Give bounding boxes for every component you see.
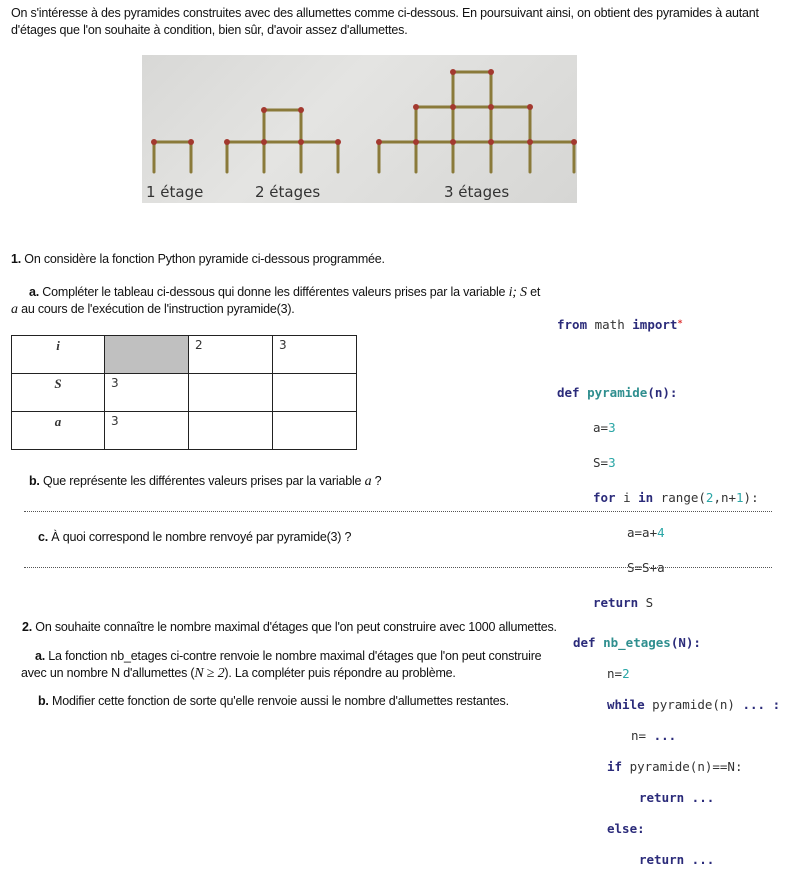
intro-line-1: On s'intéresse à des pyramides construites avec des allumettes comme ci-dessous. En poursuivant ainsi, on obtient des pyramides à autant bbox=[11, 6, 759, 20]
question-1c-text: À quoi correspond le nombre renvoyé par pyramide(3) ? bbox=[48, 530, 352, 544]
code-line: return S bbox=[593, 595, 654, 610]
code-line: def nb_etages(N): bbox=[573, 634, 701, 650]
question-1a bbox=[11, 284, 551, 318]
row-header-s: S bbox=[12, 374, 105, 412]
table-row-a bbox=[12, 412, 357, 450]
table-cell: 3 bbox=[273, 336, 357, 374]
code-line: return ... bbox=[639, 789, 715, 805]
code-line: def pyramide(n): bbox=[557, 385, 678, 400]
blank-condition[interactable]: ... bbox=[734, 696, 766, 712]
question-1b-label: b. bbox=[29, 474, 40, 488]
label-2-etages: 2 étages bbox=[255, 183, 321, 201]
variable-a: a bbox=[364, 474, 372, 489]
code-line: n= ... bbox=[631, 727, 677, 743]
values-table bbox=[11, 335, 357, 450]
question-2 bbox=[22, 619, 557, 636]
answer-line-1b[interactable] bbox=[24, 511, 772, 512]
question-1c-label: c. bbox=[38, 530, 49, 544]
table-cell-blank[interactable] bbox=[189, 412, 273, 450]
code-line: return ... bbox=[639, 851, 715, 867]
answer-line-1c[interactable] bbox=[24, 567, 772, 568]
question-2-number: 2. bbox=[22, 620, 33, 634]
blank-increment[interactable]: ... bbox=[646, 727, 677, 743]
label-3-etages: 3 étages bbox=[444, 183, 510, 201]
intro-line-2: d'étages que l'on souhaite à condition, bien sûr, d'avoir assez d'allumettes. bbox=[11, 23, 408, 37]
table-cell-greyed bbox=[105, 336, 189, 374]
intro-text bbox=[11, 5, 759, 39]
variables-i-s: i; S bbox=[508, 285, 527, 300]
table-cell: 3 bbox=[105, 374, 189, 412]
table-row-s bbox=[12, 374, 357, 412]
table-cell-blank[interactable] bbox=[273, 374, 357, 412]
condition-n-ge-2: N ≥ 2 bbox=[194, 666, 225, 681]
question-1-number: 1. bbox=[11, 252, 22, 266]
question-1-text: On considère la fonction Python pyramide ci-dessous programmée. bbox=[21, 252, 385, 266]
question-2a-line-2: avec un nombre N d'allumettes ( bbox=[21, 666, 195, 680]
question-2a-line-1: La fonction nb_etages ci-contre renvoie le nombre maximal d'étages que l'on peut construire bbox=[45, 649, 542, 663]
question-2a-line-2-end: ). La compléter puis répondre au problème. bbox=[224, 666, 456, 680]
question-1a-line-2: au cours de l'exécution de l'instruction pyramide(3). bbox=[17, 302, 295, 316]
row-header-a: a bbox=[12, 412, 105, 450]
question-mark: ? bbox=[371, 474, 382, 488]
table-cell: 2 bbox=[189, 336, 273, 374]
question-1b-text: Que représente les différentes valeurs prises par la variable bbox=[39, 474, 365, 488]
question-1a-line-1: Compléter le tableau ci-dessous qui donne les différentes valeurs prises par la variable bbox=[39, 285, 509, 299]
label-1-etage: 1 étage bbox=[146, 183, 204, 201]
question-2b-label: b. bbox=[38, 694, 49, 708]
question-2b-text: Modifier cette fonction de sorte qu'elle renvoie aussi le nombre d'allumettes restantes. bbox=[48, 694, 509, 708]
table-cell-blank[interactable] bbox=[189, 374, 273, 412]
code-line: a=a+4 bbox=[627, 525, 665, 540]
code-nb-etages bbox=[573, 619, 780, 883]
code-line: from math import* bbox=[557, 316, 683, 332]
code-line: else: bbox=[607, 820, 645, 836]
question-1a-label: a. bbox=[29, 285, 40, 299]
question-1c bbox=[38, 529, 351, 546]
code-line: if pyramide(n)==N: bbox=[607, 758, 743, 774]
code-pyramide bbox=[557, 298, 759, 629]
code-line: while pyramide(n) ... : bbox=[607, 696, 781, 712]
question-2b bbox=[38, 693, 509, 710]
code-line: S=3 bbox=[593, 455, 616, 470]
question-2a-label: a. bbox=[35, 649, 46, 663]
question-1 bbox=[11, 251, 385, 268]
code-line: for i in range(2,n+1): bbox=[593, 490, 759, 505]
matchstick-drawing bbox=[142, 55, 577, 203]
blank-return-1[interactable]: ... bbox=[684, 789, 715, 805]
blank-return-2[interactable]: ... bbox=[684, 851, 715, 867]
code-line: a=3 bbox=[593, 420, 616, 435]
table-cell-blank[interactable] bbox=[273, 412, 357, 450]
conjunction-et: et bbox=[526, 285, 541, 299]
table-row-i bbox=[12, 336, 357, 374]
question-2-text: On souhaite connaître le nombre maximal d'étages que l'on peut construire avec 1000 allumettes. bbox=[32, 620, 557, 634]
row-header-i: i bbox=[12, 336, 105, 374]
matchstick-pyramids-figure bbox=[142, 55, 577, 203]
table-cell: 3 bbox=[105, 412, 189, 450]
variable-a: a bbox=[11, 302, 18, 317]
question-2a bbox=[21, 648, 566, 682]
question-1b bbox=[29, 473, 381, 490]
code-line: S=S+a bbox=[627, 560, 665, 575]
code-line: n=2 bbox=[607, 665, 630, 681]
